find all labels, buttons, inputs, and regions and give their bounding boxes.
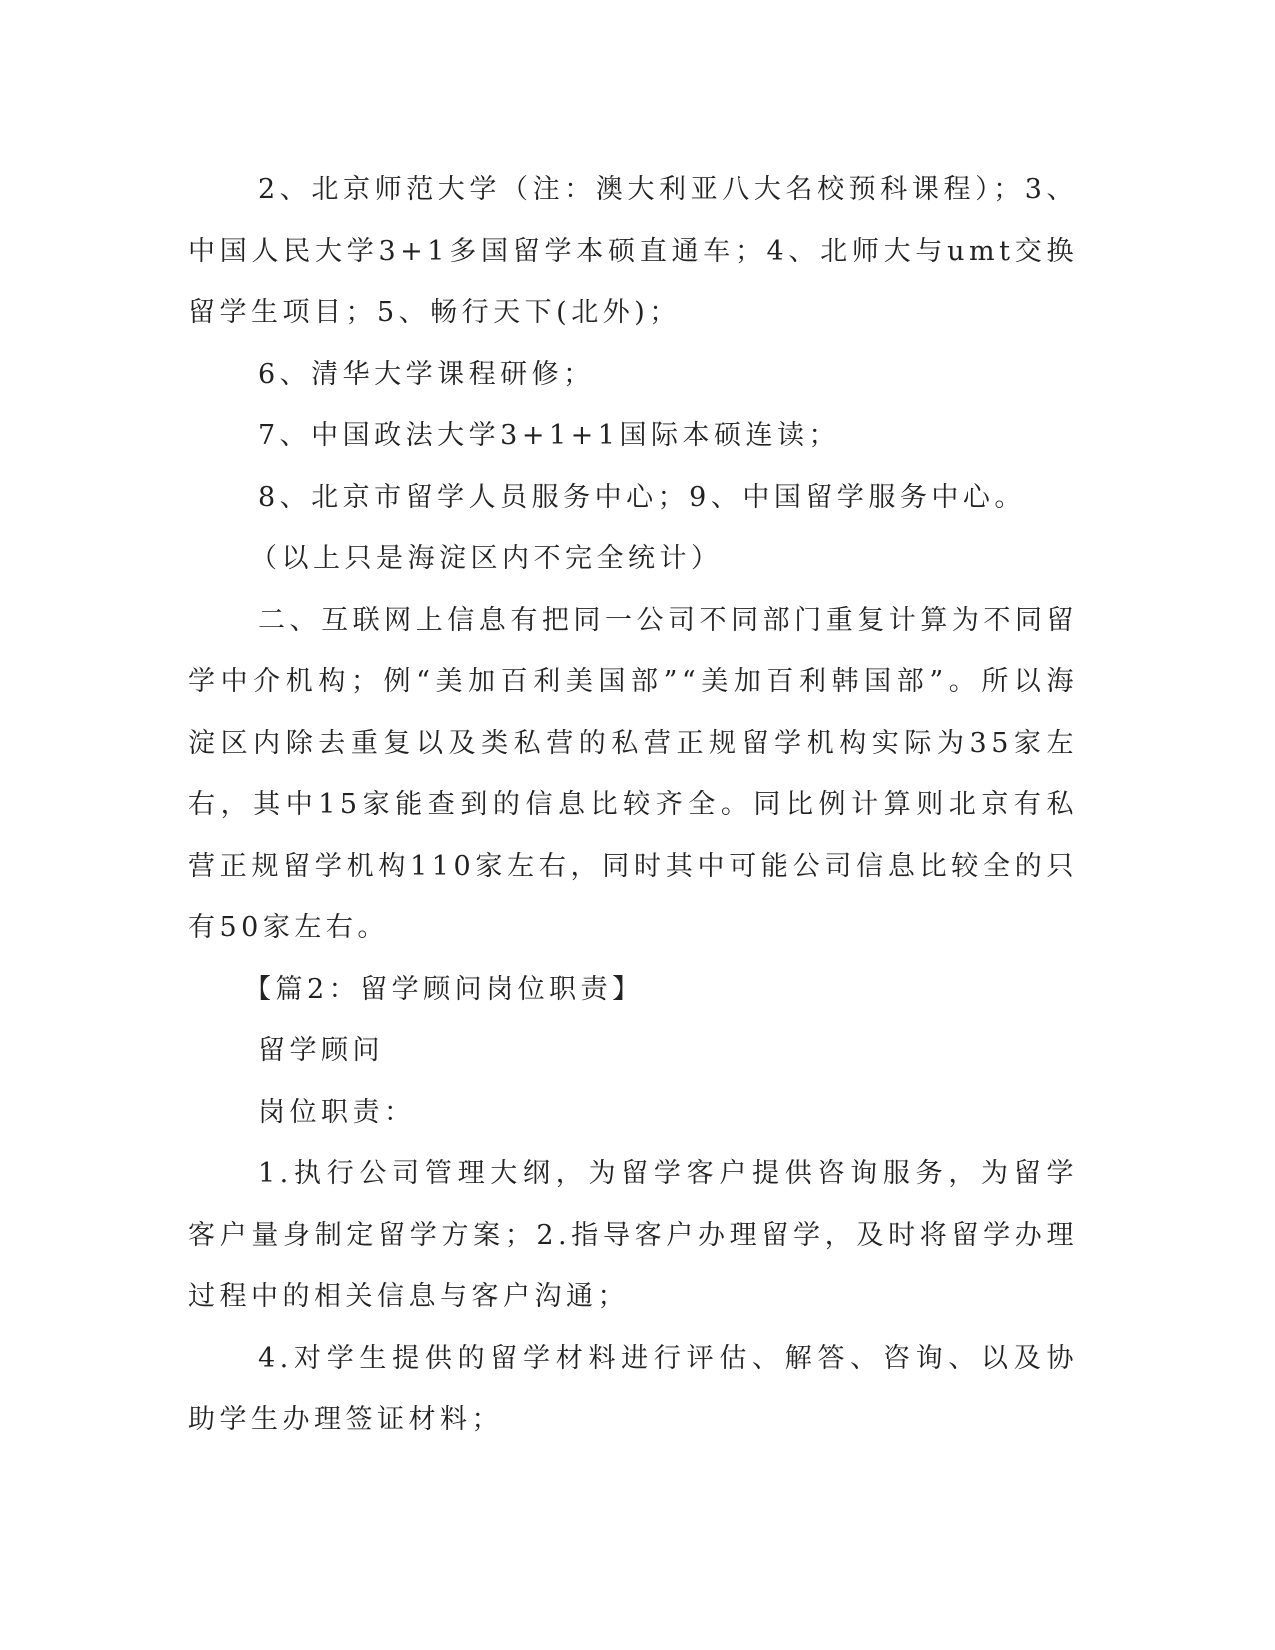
section-heading: 【篇2：留学顾问岗位职责】 (244, 973, 644, 1005)
document-body (188, 159, 1078, 1451)
paragraph-statistics-note: （以上只是海淀区内不完全统计） (250, 543, 723, 574)
paragraph-institutions-list: 2、北京师范大学（注：澳大利亚八大名校预科课程）；3、中国人民大学3+1多国留学本硕直通车；4、北师大与umt交换留学生项目；5、畅行天下(北外)； (188, 174, 1078, 328)
paragraph-service-centers: 8、北京市留学人员服务中心；9、中国留学服务中心。 (258, 481, 1026, 513)
responsibility-items-1-2: 1.执行公司管理大纲，为留学客户提供咨询服务，为留学客户量身制定留学方案；2.指导客户办理留学，及时将留学办理过程中的相关信息与客户沟通； (188, 1158, 1078, 1312)
paragraph-internet-info: 二、互联网上信息有把同一公司不同部门重复计算为不同留学中介机构；例“美加百利美国部”“美加百利韩国部”。所以海淀区内除去重复以及类私营的私营正规留学机构实际为35家左右，其中15家能查到的信息比较齐全。同比例计算则北京有私营正规留学机构110家左右，同时其中可能公司信息比较全的只有50家左右。 (188, 604, 1078, 943)
paragraph-tsinghua: 6、清华大学课程研修； (258, 358, 595, 390)
job-title: 留学顾问 (258, 1035, 384, 1066)
paragraph-cupl: 7、中国政法大学3+1+1国际本硕连读； (258, 420, 840, 451)
responsibilities-label: 岗位职责： (258, 1096, 416, 1128)
responsibility-item-4: 4.对学生提供的留学材料进行评估、解答、咨询、以及协助学生办理签证材料； (188, 1342, 1078, 1435)
